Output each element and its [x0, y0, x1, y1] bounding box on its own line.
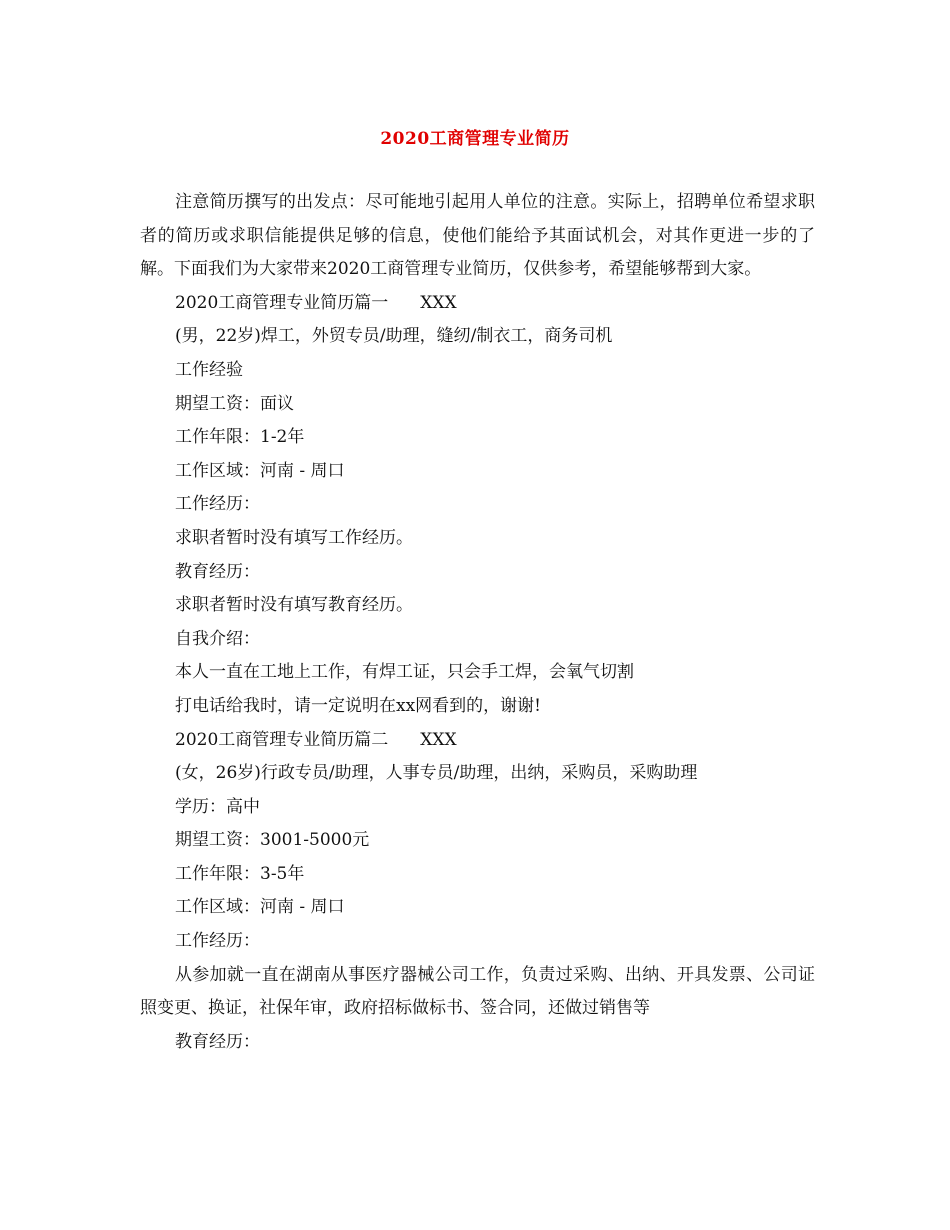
resume1-education: 求职者暂时没有填写教育经历。 [175, 595, 413, 616]
resume1-self-intro-label: 自我介绍： [175, 628, 260, 649]
resume1-name: XXX [420, 292, 457, 313]
resume2-work-history: 从参加就一直在湖南从事医疗器械公司工作，负责过采购、出纳、开具发票、公司证照变更、换证，社保年审，政府招标做标书、签合同，还做过销售等 [140, 964, 815, 1019]
intro-paragraph: 注意简历撰写的出发点：尽可能地引起用人单位的注意。实际上，招聘单位希望求职者的简历或求职信能提供足够的信息，使他们能给予其面试机会，对其作更进一步的了解。下面我们为大家带来2020工商管理专业简历，仅供参考，希望能够帮到大家。 [140, 192, 815, 280]
resume1-salary: 期望工资：面议 [175, 393, 294, 414]
resume1-self-intro: 本人一直在工地上工作，有焊工证，只会手工焊，会氧气切割 [175, 662, 634, 683]
resume2-salary: 期望工资：3001-5000元 [175, 830, 370, 851]
resume2-education-label: 教育经历： [175, 1031, 260, 1052]
resume1-contact-note: 打电话给我时，请一定说明在xx网看到的，谢谢! [175, 695, 542, 716]
resume1-work-history: 求职者暂时没有填写工作经历。 [175, 527, 413, 548]
resume2-years: 工作年限：3-5年 [175, 863, 305, 884]
resume2-name: XXX [420, 729, 457, 750]
resume2-summary: (女，26岁)行政专员/助理，人事专员/助理，出纳，采购员，采购助理 [175, 763, 698, 784]
resume2-work-history-label: 工作经历： [175, 931, 260, 952]
resume2-heading-line [140, 724, 815, 758]
resume1-education-label: 教育经历： [175, 561, 260, 582]
resume2-region: 工作区域：河南 - 周口 [175, 897, 345, 918]
resume1-years: 工作年限：1-2年 [175, 427, 305, 448]
resume2-degree: 学历：高中 [175, 796, 260, 817]
resume1-heading: 2020工商管理专业简历篇一 [175, 292, 389, 313]
document-title: 2020工商管理专业简历 [380, 129, 570, 149]
resume1-summary: (男，22岁)焊工，外贸专员/助理，缝纫/制衣工，商务司机 [175, 326, 613, 347]
resume1-work-exp-label: 工作经验 [175, 359, 243, 380]
resume1-heading-line [140, 287, 815, 321]
document-body [140, 186, 815, 1059]
resume1-region: 工作区域：河南 - 周口 [175, 460, 345, 481]
resume1-work-history-label: 工作经历： [175, 494, 260, 515]
resume2-heading: 2020工商管理专业简历篇二 [175, 729, 389, 750]
